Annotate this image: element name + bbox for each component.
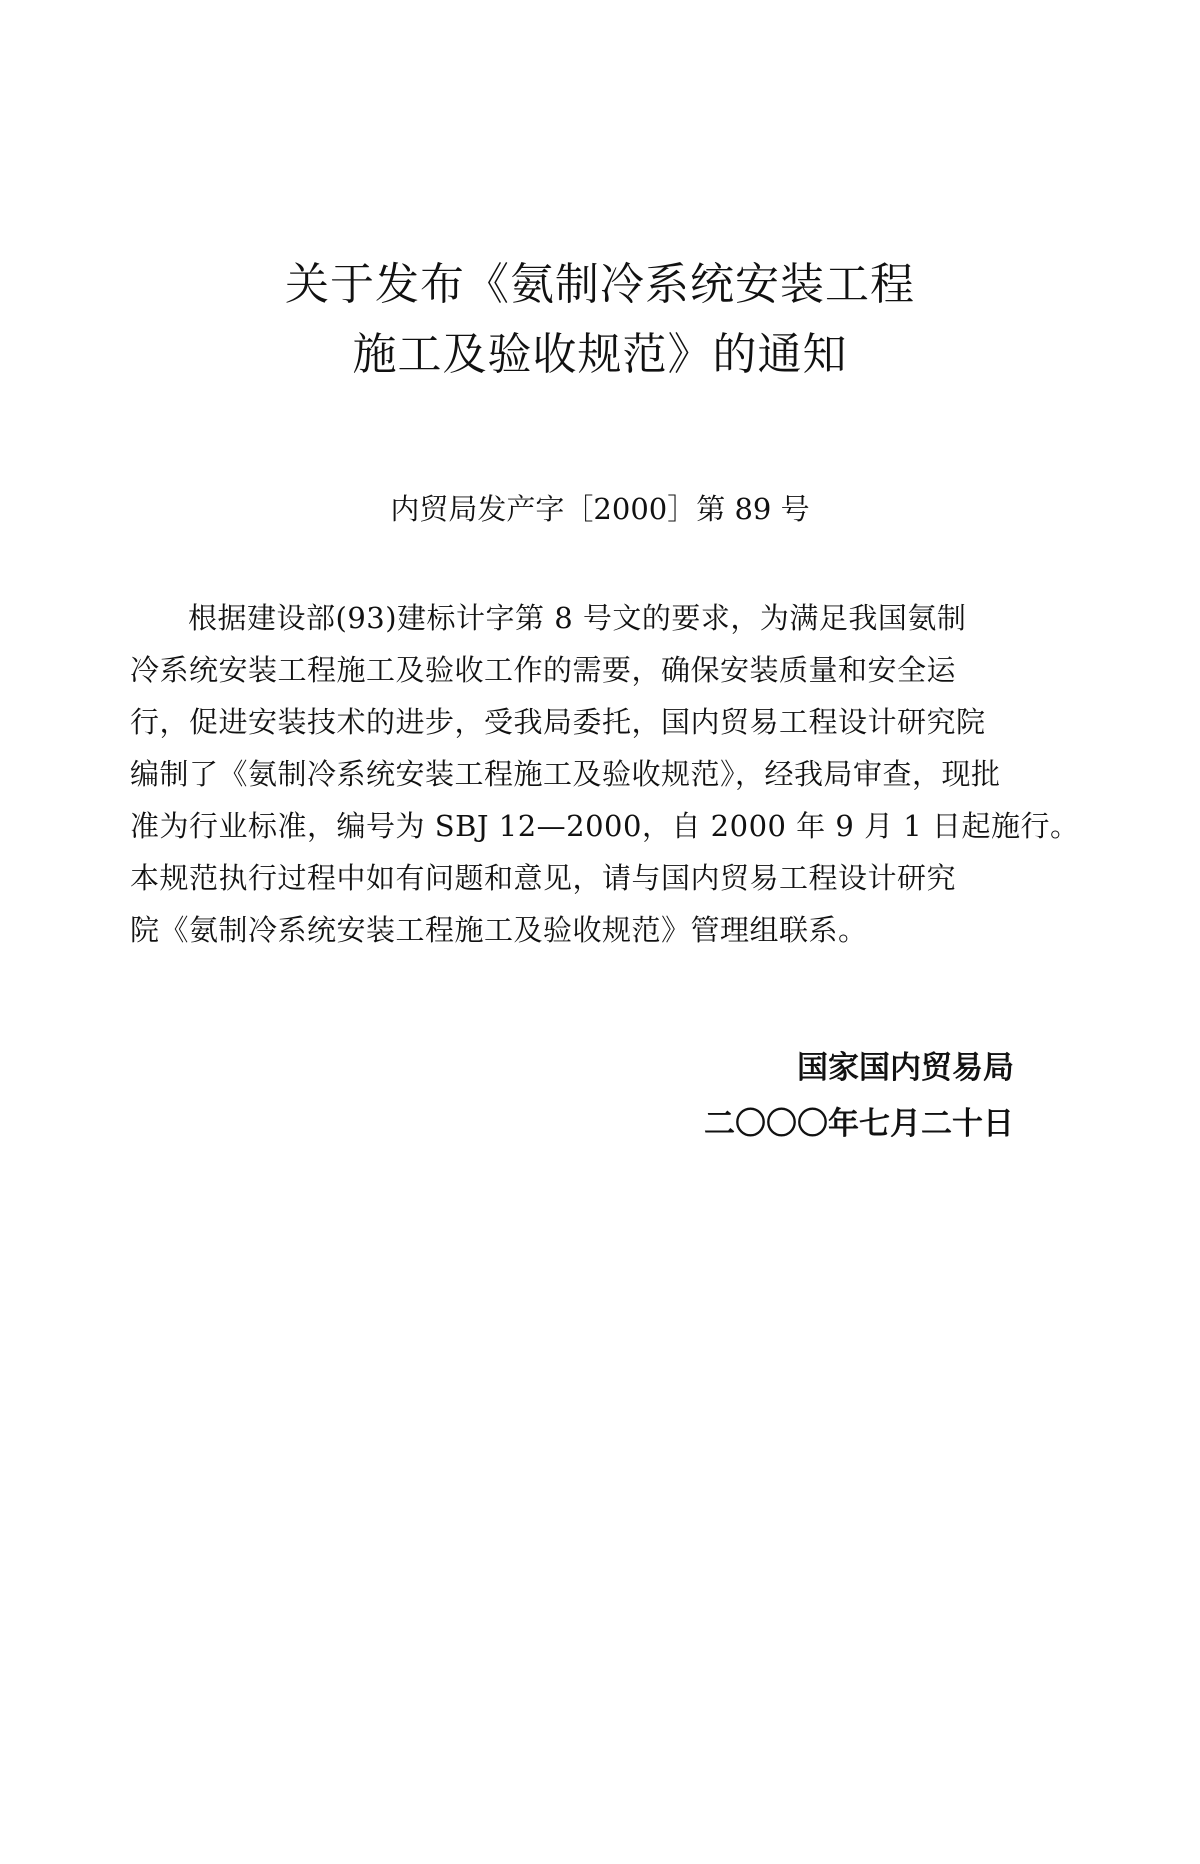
body-line: 行，促进安装技术的进步，受我局委托，国内贸易工程设计研究院 xyxy=(130,705,986,739)
title-line-1: 关于发布《氨制冷系统安装工程 xyxy=(285,259,915,310)
signature-block xyxy=(676,1040,1036,1152)
body-line: 准为行业标准，编号为 SBJ 12—2000，自 2000 年 9 月 1 日起施行。 xyxy=(130,809,1080,843)
issue-date: 二〇〇〇年七月二十日 xyxy=(704,1106,1014,1142)
document-number: 内贸局发产字［2000］第 89 号 xyxy=(390,492,810,526)
issuer-name: 国家国内贸易局 xyxy=(797,1050,1014,1086)
title-line-2: 施工及验收规范》的通知 xyxy=(352,329,848,380)
notice-body xyxy=(130,592,1105,956)
body-line: 冷系统安装工程施工及验收工作的需要，确保安装质量和安全运 xyxy=(130,653,957,687)
body-line: 根据建设部(93)建标计字第 8 号文的要求，为满足我国氨制 xyxy=(188,601,967,635)
notice-title xyxy=(230,250,970,390)
body-line: 院《氨制冷系统安装工程施工及验收规范》管理组联系。 xyxy=(130,913,868,947)
body-line: 编制了《氨制冷系统安装工程施工及验收规范》，经我局审查，现批 xyxy=(130,757,1001,791)
body-line: 本规范执行过程中如有问题和意见，请与国内贸易工程设计研究 xyxy=(130,861,957,895)
